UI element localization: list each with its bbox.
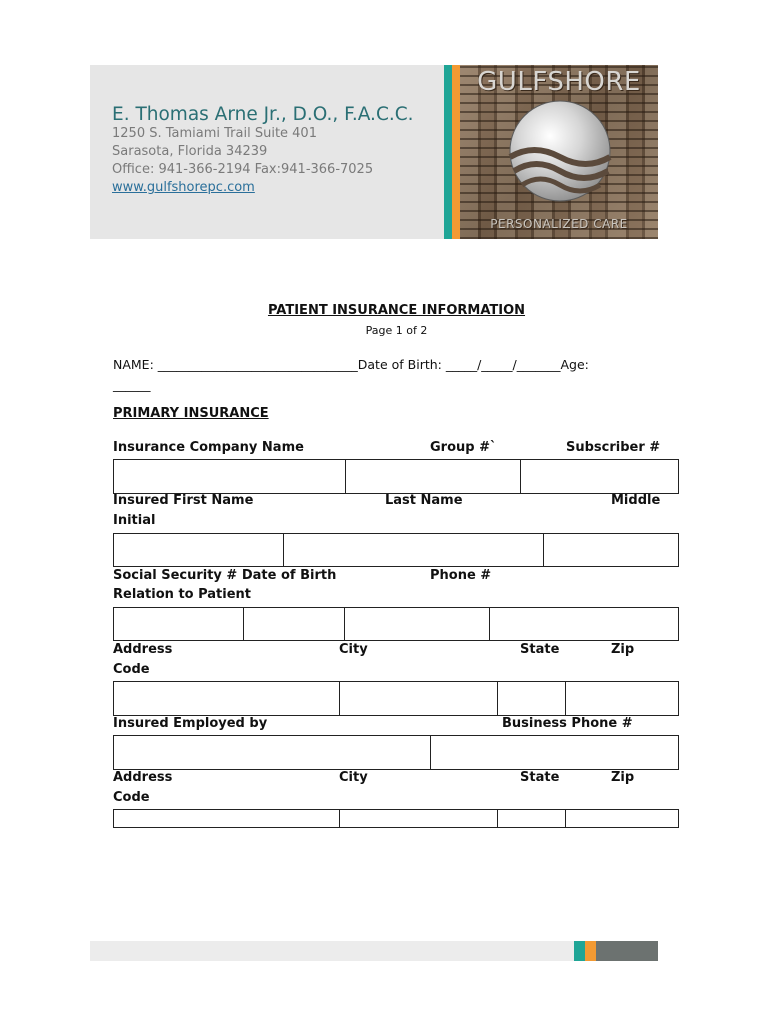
relation-to-patient-field[interactable] xyxy=(490,608,678,640)
social-security-field[interactable] xyxy=(114,608,244,640)
state-label: State xyxy=(520,642,560,657)
employer-state-field[interactable] xyxy=(498,810,566,827)
employer-city-label: City xyxy=(339,770,368,785)
city-label: City xyxy=(339,642,368,657)
form-title: PATIENT INSURANCE INFORMATION xyxy=(267,303,526,318)
footer-gray-block xyxy=(596,941,658,961)
footer-teal-block xyxy=(574,941,585,961)
insured-employed-by-field[interactable] xyxy=(114,736,431,769)
employer-address-field[interactable] xyxy=(114,810,340,827)
ssn-dob-label: Social Security # Date of Birth xyxy=(113,568,337,583)
date-of-birth-field[interactable] xyxy=(244,608,345,640)
insurance-company-name-field[interactable] xyxy=(114,460,346,493)
state-field[interactable] xyxy=(498,682,566,715)
orange-accent-stripe xyxy=(452,65,460,239)
group-number-field[interactable] xyxy=(346,460,521,493)
employer-address-row xyxy=(113,809,679,828)
doctor-name: E. Thomas Arne Jr., D.O., F.A.C.C. xyxy=(112,104,414,125)
middle-label: Middle xyxy=(611,493,661,508)
zip-label: Zip xyxy=(611,642,635,657)
employer-row xyxy=(113,735,679,770)
insured-name-row xyxy=(113,533,679,567)
logo-brand-text: GULFSHORE xyxy=(477,67,641,97)
last-name-label: Last Name xyxy=(385,493,463,508)
phone-number-field[interactable] xyxy=(345,608,490,640)
teal-accent-stripe xyxy=(444,65,452,239)
insured-employed-by-label: Insured Employed by xyxy=(113,716,268,731)
name-dob-age-line: NAME: ________________________________Date of Birth: _____/_____/_______Age: xyxy=(113,357,589,372)
insured-first-name-label: Insured First Name xyxy=(113,493,254,508)
gulfshore-logo xyxy=(460,65,658,239)
address-line-2: Sarasota, Florida 34239 xyxy=(112,144,268,159)
phone-number-label: Phone # xyxy=(430,568,492,583)
business-phone-label: Business Phone # xyxy=(502,716,633,731)
code-label: Code xyxy=(113,662,150,677)
address-label: Address xyxy=(113,642,173,657)
address-line-1: 1250 S. Tamiami Trail Suite 401 xyxy=(112,126,317,141)
business-phone-field[interactable] xyxy=(431,736,678,769)
footer-orange-block xyxy=(585,941,596,961)
age-blank: ______ xyxy=(113,377,151,392)
subscriber-number-field[interactable] xyxy=(521,460,678,493)
primary-insurance-heading: PRIMARY INSURANCE xyxy=(113,406,269,421)
logo-tagline-text: PERSONALIZED CARE xyxy=(490,217,628,231)
last-name-field[interactable] xyxy=(284,534,544,566)
zip-code-field[interactable] xyxy=(566,682,678,715)
employer-state-label: State xyxy=(520,770,560,785)
contact-phone-fax: Office: 941-366-2194 Fax:941-366-7025 xyxy=(112,162,374,177)
employer-address-label: Address xyxy=(113,770,173,785)
relation-to-patient-label: Relation to Patient xyxy=(113,587,252,602)
footer-bar xyxy=(90,941,658,961)
initial-label: Initial xyxy=(113,513,156,528)
group-number-label: Group #` xyxy=(430,440,497,455)
address-field[interactable] xyxy=(114,682,340,715)
employer-code-label: Code xyxy=(113,790,150,805)
employer-zip-label: Zip xyxy=(611,770,635,785)
subscriber-number-label: Subscriber # xyxy=(566,440,661,455)
address-row xyxy=(113,681,679,716)
wave-emblem-icon xyxy=(504,95,616,213)
website-link[interactable]: www.gulfshorepc.com xyxy=(112,180,255,195)
employer-city-field[interactable] xyxy=(340,810,498,827)
ssn-dob-phone-row xyxy=(113,607,679,641)
insurance-company-row xyxy=(113,459,679,494)
page-indicator: Page 1 of 2 xyxy=(365,324,428,337)
middle-initial-field[interactable] xyxy=(544,534,678,566)
city-field[interactable] xyxy=(340,682,498,715)
insurance-company-name-label: Insurance Company Name xyxy=(113,440,304,455)
insured-first-name-field[interactable] xyxy=(114,534,284,566)
employer-zip-code-field[interactable] xyxy=(566,810,678,827)
